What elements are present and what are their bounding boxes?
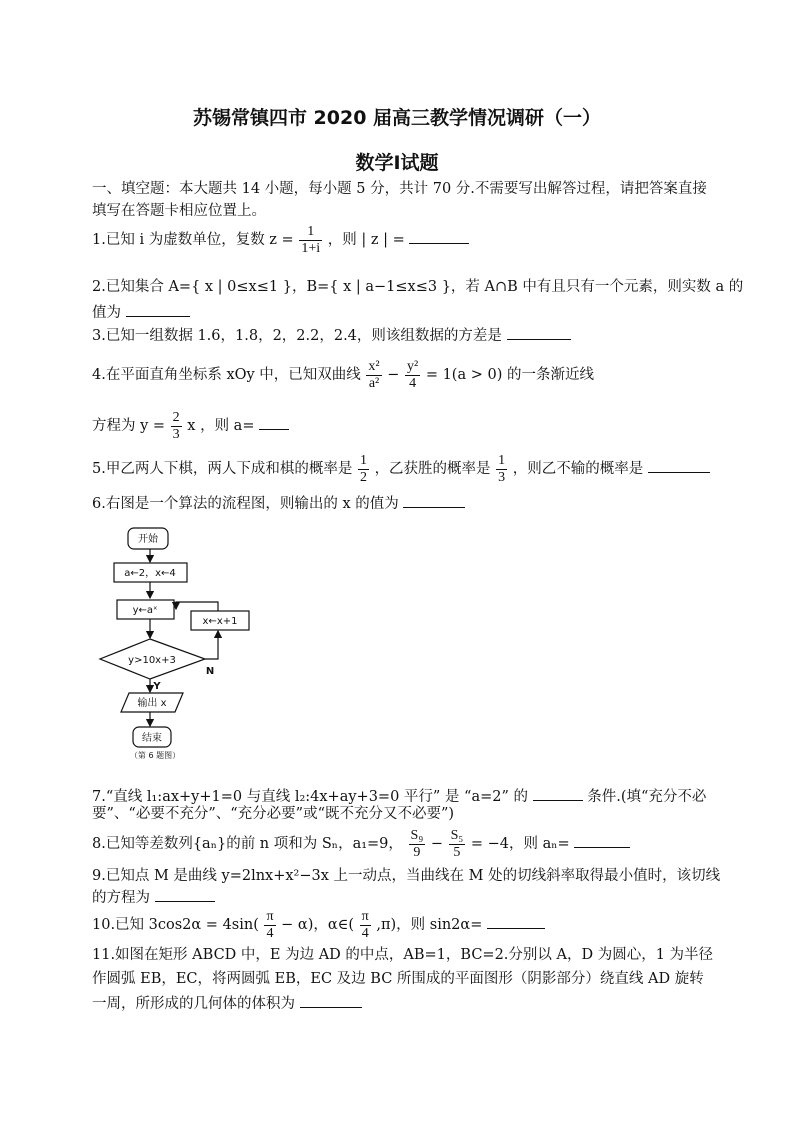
q5-f1-den: 2: [359, 469, 367, 485]
q6-text: 6.右图是一个算法的流程图，则输出的 x 的值为: [92, 496, 399, 512]
question-4-line-2: [92, 408, 289, 444]
q5-text-b: ，乙获胜的概率是: [374, 461, 491, 477]
q3-text: 3.已知一组数据 1.6，1.8，2，2.2，2.4，则该组数据的方差是: [92, 328, 502, 344]
q9-text: 的方程为: [92, 890, 150, 906]
q10-f2-den: 4: [361, 925, 369, 941]
q8-fraction-1: [409, 828, 426, 861]
flowchart-yes-label: Y: [153, 681, 161, 692]
flowchart-no-label: N: [205, 666, 215, 677]
q1-frac-num: 1: [299, 224, 322, 241]
q4-text-d: x ，则 a=: [187, 418, 255, 434]
q5-fraction-2: [496, 453, 507, 486]
q5-f2-den: 3: [498, 469, 506, 485]
q8-minus: −: [430, 836, 443, 852]
q5-f2-num: 1: [498, 452, 506, 468]
q2-answer-blank[interactable]: [126, 303, 190, 317]
q11-text: 一周，所形成的几何体的体积为: [92, 996, 295, 1012]
q4-f3-den: 3: [172, 426, 180, 442]
q10-text-b: − α)，α∈(: [281, 917, 355, 933]
q10-answer-blank[interactable]: [487, 915, 545, 929]
q8-f2-den: 5: [453, 844, 461, 860]
q1-text-a: 1.已知 i 为虚数单位，复数 z =: [92, 232, 294, 248]
q4-fraction-3: [171, 410, 182, 443]
q4-f3-num: 2: [172, 409, 180, 425]
q8-answer-blank[interactable]: [574, 834, 630, 848]
flowchart-init-label: a←2，x←4: [124, 568, 176, 579]
q7-text-a: 7.“直线 l₁:ax+y+1=0 与直线 l₂:4x+ay+3=0 平行” 是 “a=2” 的: [92, 789, 528, 805]
q10-f1-den: 4: [266, 925, 274, 941]
question-11-line-3: [92, 994, 362, 1013]
flowchart-assign-label: y←aˣ: [132, 605, 158, 616]
question-11-line-2: 作圆弧 EB，EC，将两圆弧 EB，EC 及边 BC 所围成的平面图形（阴影部分）绕直线 AD 旋转: [92, 971, 704, 987]
q4-f2-num: y²: [407, 358, 419, 374]
q5-fraction-1: [358, 453, 369, 486]
question-1: [92, 222, 469, 258]
q8-text-a: 8.已知等差数列{aₙ}的前 n 项和为 Sₙ，a₁=9，: [92, 836, 403, 852]
question-11-line-1: 11.如图在矩形 ABCD 中，E 为边 AD 的中点，AB=1，BC=2.分别以 A，D 为圆心，1 为半径: [92, 947, 714, 963]
page-subtitle: 数学Ⅰ试题: [355, 152, 439, 174]
q9-answer-blank[interactable]: [155, 888, 215, 902]
q4-answer-blank[interactable]: [259, 416, 289, 430]
question-4-line-1: [92, 357, 594, 393]
q3-answer-blank[interactable]: [507, 326, 571, 340]
question-8: [92, 826, 630, 862]
question-2-line-1: 2.已知集合 A={ x | 0≤x≤1 }，B={ x | a−1≤x≤3 }，若 A∩B 中有且只有一个元素，则实数 a 的: [92, 279, 744, 295]
q2-text: 值为: [92, 305, 121, 321]
flowchart-caption: （第 6 题图）: [129, 751, 181, 760]
q5-text-a: 5.甲乙两人下棋，两人下成和棋的概率是: [92, 461, 353, 477]
q1-fraction: [299, 224, 322, 257]
q10-text-c: ,π)，则 sin2α=: [376, 917, 483, 933]
question-7-line-1: [92, 787, 706, 806]
flowchart-end-label: 结束: [142, 733, 162, 744]
q8-f1-num: S₉: [410, 827, 424, 843]
question-7-line-2: 要”、“必要不充分”、“充分必要”或“既不充分又不必要”): [92, 806, 455, 822]
instructions-line-1: 一、填空题：本大题共 14 小题，每小题 5 分，共计 70 分.不需要写出解答过程，请把答案直接: [92, 181, 707, 197]
page-title: 苏锡常镇四市 2020 届高三教学情况调研（一）: [192, 107, 602, 129]
question-9-line-1: 9.已知点 M 是曲线 y=2lnx+x²−3x 上一动点，当曲线在 M 处的切线斜率取得最小值时，该切线: [92, 868, 721, 884]
q4-f2-den: 4: [409, 375, 417, 391]
q4-text-b: = 1(a > 0) 的一条渐近线: [425, 367, 594, 383]
q7-answer-blank[interactable]: [533, 787, 583, 801]
q4-f1-num: x²: [368, 358, 380, 374]
q11-answer-blank[interactable]: [300, 994, 362, 1008]
flowchart-condition-label: y>10x+3: [128, 655, 176, 666]
q10-text-a: 10.已知 3cos2α = 4sin(: [92, 917, 259, 933]
q1-frac-den: 1+i: [301, 240, 321, 256]
q8-f1-den: 9: [413, 844, 421, 860]
q8-f2-num: S₅: [450, 827, 464, 843]
question-3: [92, 326, 571, 345]
instructions-line-2: 填写在答题卡相应位置上。: [92, 203, 266, 219]
question-6: [92, 494, 465, 513]
q4-fraction-2: [405, 359, 420, 392]
q4-fraction-1: [366, 359, 381, 392]
q5-text-c: ，则乙不输的概率是: [512, 461, 644, 477]
q8-text-b: = −4，则 aₙ=: [470, 836, 570, 852]
q10-fraction-2: [360, 909, 371, 942]
flowchart-start-label: 开始: [138, 534, 158, 545]
q5-f1-num: 1: [359, 452, 367, 468]
q4-text-c: 方程为 y =: [92, 418, 166, 434]
q4-minus: −: [387, 367, 400, 383]
q10-fraction-1: [264, 909, 275, 942]
q6-answer-blank[interactable]: [403, 494, 465, 508]
question-5: [92, 451, 710, 487]
flowchart-output-label: 输出 x: [137, 698, 167, 709]
q5-answer-blank[interactable]: [648, 459, 710, 473]
question-10: [92, 907, 545, 943]
q8-fraction-2: [449, 828, 466, 861]
q10-f1-num: π: [266, 908, 274, 924]
q1-answer-blank[interactable]: [409, 230, 469, 244]
q4-f1-den: a²: [368, 375, 380, 391]
question-2-line-2: [92, 303, 190, 322]
q10-f2-num: π: [361, 908, 369, 924]
flowchart-update-label: x←x+1: [202, 616, 238, 627]
q1-text-b: ，则 | z | =: [327, 232, 405, 248]
flowchart: [95, 520, 285, 760]
question-9-line-2: [92, 888, 215, 907]
q7-text-b: 条件.(填“充分不必: [587, 789, 707, 805]
q4-text-a: 4.在平面直角坐标系 xOy 中，已知双曲线: [92, 367, 361, 383]
